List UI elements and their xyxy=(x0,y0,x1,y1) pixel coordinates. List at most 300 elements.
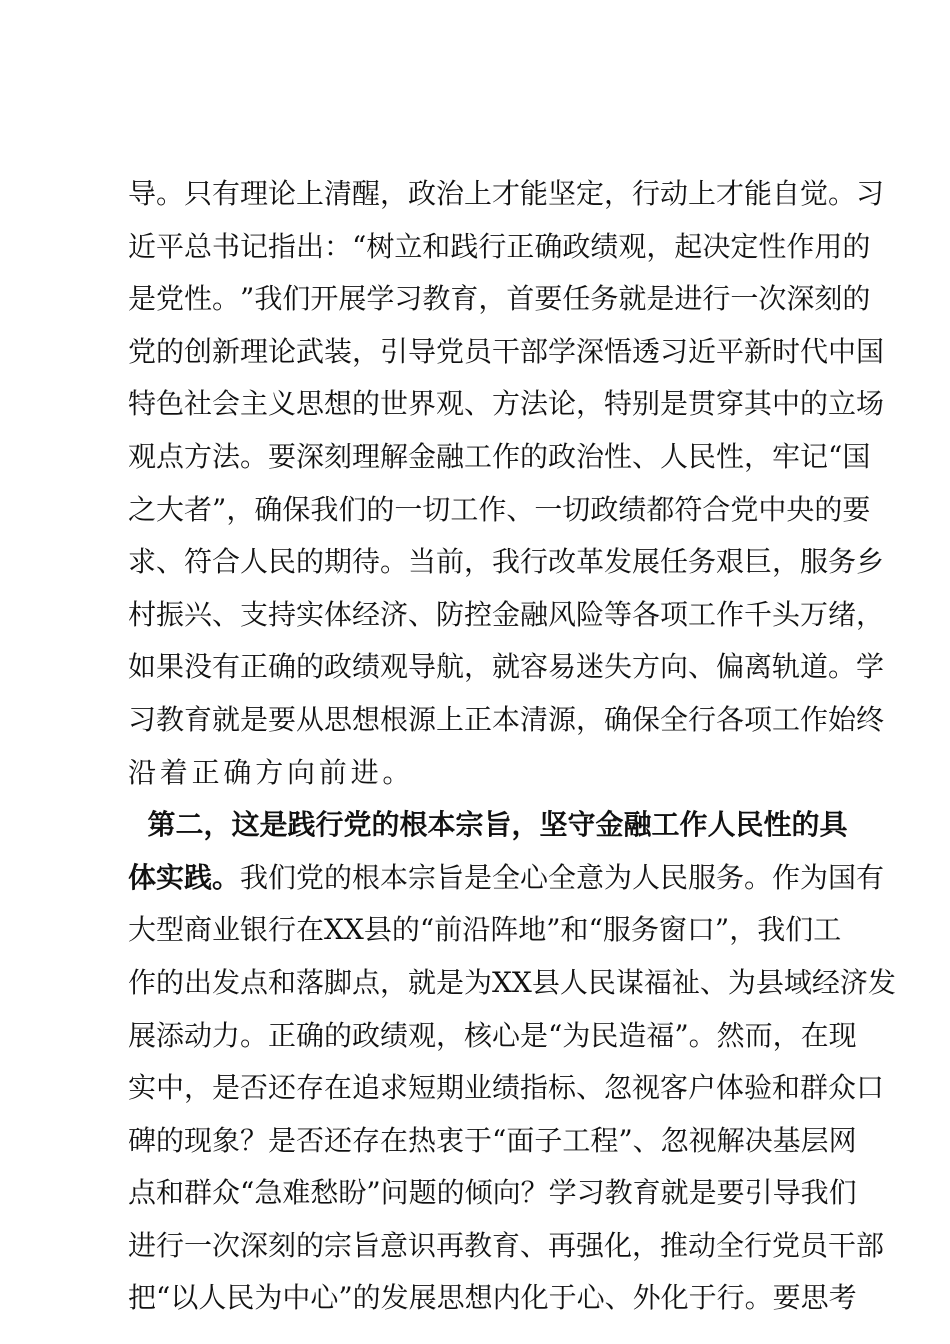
text-char: 上 xyxy=(436,702,465,736)
text-char: 我 xyxy=(800,1176,829,1210)
text-char: 引 xyxy=(744,1176,773,1210)
text-char: 学 xyxy=(366,282,395,316)
text-char xyxy=(138,799,148,852)
text-char: 一 xyxy=(534,492,563,526)
text-char: 第 xyxy=(147,808,176,842)
text-char: 符 xyxy=(184,545,213,579)
text-char: 意 xyxy=(380,1228,409,1262)
text-char: 和 xyxy=(422,229,451,263)
text-char: 学 xyxy=(548,1176,577,1210)
text-char: 巨 xyxy=(744,545,773,579)
text-char: 为 xyxy=(562,1018,591,1052)
text-char: 装 xyxy=(324,334,353,368)
text-char: 化 xyxy=(660,1281,689,1315)
text-char: 论 xyxy=(268,177,297,210)
text-char: 忽 xyxy=(604,1071,633,1105)
text-char: 的 xyxy=(352,387,381,421)
text-char: 一 xyxy=(184,1228,213,1262)
text-char: 确 xyxy=(296,1018,325,1052)
text-char: 决 xyxy=(744,1123,773,1157)
text-char: 切 xyxy=(562,492,591,526)
text-char: 等 xyxy=(604,597,633,631)
text-char: 、 xyxy=(688,650,717,684)
text-char: 强 xyxy=(576,1228,605,1262)
text-char: 我 xyxy=(254,282,283,316)
text-char: 内 xyxy=(492,1281,521,1315)
text-char: 平 xyxy=(716,334,745,368)
text-char: 碑 xyxy=(128,1123,157,1157)
text-char: 县 xyxy=(755,965,784,999)
text-char: ， xyxy=(511,808,540,842)
text-char: 们 xyxy=(338,492,367,526)
text-char: 保 xyxy=(632,702,661,736)
text-char: 忽 xyxy=(660,1123,689,1157)
text-char: 作 xyxy=(478,492,507,526)
text-char: 国 xyxy=(828,860,857,894)
text-char: 政 xyxy=(590,492,619,526)
text-char: 确 xyxy=(268,650,297,684)
text-char: 祉 xyxy=(671,965,700,999)
text-char: 义 xyxy=(268,387,297,421)
text-char: 就 xyxy=(660,1176,689,1210)
text-char: 在 xyxy=(324,1071,353,1105)
text-char: 众 xyxy=(828,1071,857,1105)
text-char: 发 xyxy=(212,965,241,999)
text-char: ， xyxy=(772,545,801,579)
text-char: 人 xyxy=(660,439,689,473)
text-char: 于 xyxy=(688,1281,717,1315)
text-char: 融 xyxy=(623,808,652,842)
text-char: 。 xyxy=(240,1018,269,1052)
text-char: 就 xyxy=(492,650,521,684)
text-char: 醒 xyxy=(352,177,381,210)
text-char: 发 xyxy=(604,545,633,579)
text-char: 行 xyxy=(716,1281,745,1315)
text-char: ， xyxy=(576,702,605,736)
text-char: 求 xyxy=(128,545,157,579)
text-char: 心 xyxy=(576,1281,605,1315)
text-char: 和 xyxy=(268,965,297,999)
text-char xyxy=(128,799,138,852)
text-char: 场 xyxy=(856,387,885,421)
text-char: 面 xyxy=(506,1123,535,1157)
text-char: 中 xyxy=(758,492,787,526)
text-char: 难 xyxy=(282,1176,311,1210)
text-line xyxy=(128,484,871,537)
text-char: 引 xyxy=(380,334,409,368)
text-char: 绪 xyxy=(828,597,857,631)
text-char: 育 xyxy=(632,1176,661,1210)
text-line xyxy=(128,378,885,431)
text-char: ， xyxy=(478,282,507,316)
text-char: 程 xyxy=(590,1123,619,1157)
text-char: 。 xyxy=(212,860,241,894)
text-char: ” xyxy=(366,1176,381,1210)
text-char: 否 xyxy=(240,1071,269,1105)
text-char: 落 xyxy=(296,965,325,999)
text-char: 离 xyxy=(744,650,773,684)
text-char: 进 xyxy=(674,282,703,316)
text-char: 牢 xyxy=(772,439,801,473)
text-char: 题 xyxy=(408,1176,437,1210)
text-char: 性 xyxy=(763,808,792,842)
text-char: 能 xyxy=(744,177,773,210)
text-char: 金 xyxy=(492,597,521,631)
text-char: 务 xyxy=(716,860,745,894)
text-char: 方 xyxy=(184,439,213,473)
text-char: 确 xyxy=(604,702,633,736)
text-char: 有 xyxy=(212,650,241,684)
text-char: 从 xyxy=(296,702,325,736)
text-char: 发 xyxy=(380,1281,409,1315)
text-char: 防 xyxy=(436,597,465,631)
text-line xyxy=(128,694,885,747)
text-char: 的 xyxy=(791,808,820,842)
text-char: 展 xyxy=(338,282,367,316)
text-char: 福 xyxy=(646,1018,675,1052)
text-char: 阵 xyxy=(490,913,519,947)
text-char: 习 xyxy=(394,282,423,316)
text-char: 解 xyxy=(380,439,409,473)
text-char: 深 xyxy=(786,282,815,316)
text-char: 千 xyxy=(744,597,773,631)
text-char: 本 xyxy=(492,702,521,736)
text-char: 还 xyxy=(324,1123,353,1157)
text-char: 党 xyxy=(296,860,325,894)
text-char: 行 xyxy=(688,702,717,736)
text-char: 动 xyxy=(688,1228,717,1262)
text-char: 实 xyxy=(296,597,325,631)
text-char: 民 xyxy=(226,1281,255,1315)
text-char: 动 xyxy=(660,177,689,210)
text-char: 起 xyxy=(674,229,703,263)
text-char: 没 xyxy=(184,650,213,684)
text-char: 的 xyxy=(156,965,185,999)
text-char: 易 xyxy=(548,650,577,684)
text-char: 行 xyxy=(702,282,731,316)
text-char: 金 xyxy=(408,439,437,473)
text-char: 作 xyxy=(716,597,745,631)
text-char: 树 xyxy=(366,229,395,263)
text-char: 中 xyxy=(772,387,801,421)
text-char: 为 xyxy=(800,860,829,894)
text-char: 次 xyxy=(758,282,787,316)
text-char: 行 xyxy=(632,177,661,210)
text-char: 衷 xyxy=(436,1123,465,1157)
text-char: 服 xyxy=(602,913,631,947)
text-char: 造 xyxy=(618,1018,647,1052)
text-char: 上 xyxy=(464,177,493,210)
text-char: 育 xyxy=(184,702,213,736)
text-char: 立 xyxy=(394,229,423,263)
text-char: 员 xyxy=(800,1228,829,1262)
text-char: 者 xyxy=(184,492,213,526)
text-char: 前 xyxy=(436,545,465,579)
text-char: 体 xyxy=(716,1071,745,1105)
text-char: 觉 xyxy=(800,177,829,210)
text-char: 民 xyxy=(688,439,717,473)
text-char: 开 xyxy=(310,282,339,316)
text-char: 体 xyxy=(324,597,353,631)
text-char: 、 xyxy=(632,439,661,473)
text-char: 能 xyxy=(520,177,549,210)
text-char: 深 xyxy=(576,334,605,368)
text-char: 正 xyxy=(191,755,220,789)
text-line xyxy=(128,326,885,379)
text-char: 主 xyxy=(240,387,269,421)
text-char: 政 xyxy=(548,439,577,473)
text-char: 上 xyxy=(688,177,717,210)
text-char: ” xyxy=(546,913,561,947)
text-char: 向 xyxy=(660,650,689,684)
text-char: ” xyxy=(240,282,255,316)
text-char: 化 xyxy=(604,1228,633,1262)
text-char: 型 xyxy=(156,913,185,947)
text-char: 正 xyxy=(268,1018,297,1052)
text-char: 刻 xyxy=(268,1228,297,1262)
text-char: 任 xyxy=(660,545,689,579)
text-char: 党 xyxy=(343,808,372,842)
text-char: 观 xyxy=(408,1018,437,1052)
text-char: 的 xyxy=(371,808,400,842)
text-char: 再 xyxy=(436,1228,465,1262)
text-char: 而 xyxy=(744,1018,773,1052)
text-char: 短 xyxy=(408,1071,437,1105)
text-char: 经 xyxy=(352,597,381,631)
text-char: 把 xyxy=(128,1281,157,1315)
text-char: 、 xyxy=(632,1123,661,1157)
text-char: 进 xyxy=(128,1228,157,1262)
text-char: 贯 xyxy=(688,387,717,421)
text-char: 政 xyxy=(408,177,437,210)
text-char: 我 xyxy=(757,913,786,947)
text-char: 特 xyxy=(128,387,157,421)
text-char: ， xyxy=(856,597,885,631)
text-char: 工 xyxy=(688,597,717,631)
text-char: 众 xyxy=(212,1176,241,1210)
text-char: 银 xyxy=(240,913,269,947)
text-char: 导 xyxy=(128,177,157,210)
text-char: 民 xyxy=(735,808,764,842)
text-char: 作 xyxy=(128,965,157,999)
text-char: 人 xyxy=(632,860,661,894)
text-char: 。 xyxy=(380,545,409,579)
text-char: ” xyxy=(338,1281,353,1315)
text-char: 各 xyxy=(632,597,661,631)
text-char: 性 xyxy=(604,439,633,473)
text-char: ， xyxy=(464,650,493,684)
text-char: 思 xyxy=(296,387,325,421)
text-char: 和 xyxy=(772,1071,801,1105)
text-char: 确 xyxy=(254,492,283,526)
text-char: 窗 xyxy=(658,913,687,947)
text-char: 干 xyxy=(828,1228,857,1262)
text-char: 务 xyxy=(590,282,619,316)
text-char: 绩 xyxy=(590,229,619,263)
text-char: 展 xyxy=(632,545,661,579)
text-char: 性 xyxy=(716,439,745,473)
text-char: ， xyxy=(744,439,773,473)
text-char: 金 xyxy=(595,808,624,842)
text-char: 清 xyxy=(324,177,353,210)
text-char: 视 xyxy=(688,1123,717,1157)
text-char: 想 xyxy=(352,702,381,736)
text-char: 县 xyxy=(363,913,392,947)
text-char: “ xyxy=(828,439,843,473)
text-char: 行 xyxy=(156,1228,185,1262)
text-char: 户 xyxy=(688,1071,717,1105)
text-char: 、 xyxy=(408,597,437,631)
text-char: 济 xyxy=(839,965,868,999)
text-char: 治 xyxy=(436,177,465,210)
text-char: ” xyxy=(618,1123,633,1157)
text-char: 、 xyxy=(699,965,728,999)
text-char: 航 xyxy=(436,650,465,684)
text-char: 全 xyxy=(548,860,577,894)
text-char: 工 xyxy=(562,1123,591,1157)
text-char: 教 xyxy=(156,702,185,736)
text-char: 记 xyxy=(240,229,269,263)
text-char: 治 xyxy=(576,439,605,473)
text-char: 网 xyxy=(828,1123,857,1157)
text-line xyxy=(128,273,871,326)
text-char: “ xyxy=(240,1176,255,1210)
text-char: 我 xyxy=(492,545,521,579)
text-char: 和 xyxy=(560,913,589,947)
text-char: 于 xyxy=(548,1281,577,1315)
text-char: 正 xyxy=(464,702,493,736)
text-char: 于 xyxy=(464,1123,493,1157)
text-char: 作 xyxy=(786,229,815,263)
text-char: 出 xyxy=(296,229,325,263)
text-char: 的 xyxy=(156,1123,185,1157)
text-char: 时 xyxy=(772,334,801,368)
text-char: 是 xyxy=(436,965,465,999)
text-char: 是 xyxy=(212,1071,241,1105)
text-char: ？ xyxy=(520,1176,549,1210)
text-char: 始 xyxy=(828,702,857,736)
text-char: 教 xyxy=(464,1228,493,1262)
text-char: 是 xyxy=(259,808,288,842)
text-char: 理 xyxy=(240,177,269,210)
text-char: 层 xyxy=(800,1123,829,1157)
text-char: 用 xyxy=(814,229,843,263)
text-line xyxy=(128,1062,885,1115)
text-char: 性 xyxy=(758,229,787,263)
text-char: 还 xyxy=(268,1071,297,1105)
text-char: ， xyxy=(604,177,633,210)
text-char: 人 xyxy=(198,1281,227,1315)
text-char: 。 xyxy=(688,1018,717,1052)
text-line xyxy=(128,1220,885,1273)
text-char: “ xyxy=(419,913,435,947)
text-char: 界 xyxy=(408,387,437,421)
text-char: 域 xyxy=(783,965,812,999)
text-char: 客 xyxy=(660,1071,689,1105)
text-char: 清 xyxy=(520,702,549,736)
text-char: 观 xyxy=(380,650,409,684)
text-char: 要 xyxy=(772,1281,801,1315)
text-char: 追 xyxy=(352,1071,381,1105)
text-char: 倾 xyxy=(464,1176,493,1210)
text-char: 济 xyxy=(380,597,409,631)
text-char: 。 xyxy=(744,1281,773,1315)
text-char: 的 xyxy=(324,860,353,894)
text-char: ， xyxy=(729,913,758,947)
text-char: 保 xyxy=(282,492,311,526)
text-char: 思 xyxy=(800,1281,829,1315)
text-char: 近 xyxy=(688,334,717,368)
text-char: 正 xyxy=(240,650,269,684)
text-char: 次 xyxy=(212,1228,241,1262)
text-line xyxy=(128,589,885,642)
text-char: 力 xyxy=(212,1018,241,1052)
text-char: 展 xyxy=(408,1281,437,1315)
text-char: 意 xyxy=(576,860,605,894)
text-char: 是 xyxy=(268,1123,297,1157)
text-char: 在 xyxy=(800,1018,829,1052)
text-char: 党 xyxy=(772,1228,801,1262)
text-char: 存 xyxy=(352,1123,381,1157)
text-char: 守 xyxy=(567,808,596,842)
text-char: 向 xyxy=(286,755,315,789)
text-char: 具 xyxy=(819,808,848,842)
text-char: 二 xyxy=(175,808,204,842)
text-char: 服 xyxy=(800,545,829,579)
text-char: 的 xyxy=(296,545,325,579)
text-char: 的 xyxy=(324,1018,353,1052)
text-char: 有 xyxy=(212,177,241,210)
text-char: 绩 xyxy=(352,650,381,684)
text-char: 自 xyxy=(772,177,801,210)
text-char: 源 xyxy=(548,702,577,736)
text-char: 地 xyxy=(518,913,547,947)
text-char: 世 xyxy=(380,387,409,421)
text-char: 化 xyxy=(520,1281,549,1315)
text-char: 在 xyxy=(380,1123,409,1157)
text-char: 特 xyxy=(604,387,633,421)
text-char: 大 xyxy=(128,913,157,947)
text-char: 添 xyxy=(156,1018,185,1052)
text-char: 民 xyxy=(587,965,616,999)
text-char: 口 xyxy=(686,913,715,947)
text-char: “ xyxy=(548,1018,563,1052)
text-char: 切 xyxy=(422,492,451,526)
text-char: 之 xyxy=(128,492,157,526)
text-char: 合 xyxy=(702,492,731,526)
text-char: 党 xyxy=(436,334,465,368)
text-char: 论 xyxy=(548,387,577,421)
text-char: 当 xyxy=(408,545,437,579)
text-char: 工 xyxy=(464,439,493,473)
text-char: 们 xyxy=(268,860,297,894)
text-char: 改 xyxy=(548,545,577,579)
text-char: 政 xyxy=(352,1018,381,1052)
text-char: 学 xyxy=(548,334,577,368)
text-char: 、 xyxy=(464,387,493,421)
text-char: 工 xyxy=(651,808,680,842)
text-char: 是 xyxy=(646,282,675,316)
text-char: 是 xyxy=(128,282,157,316)
text-char: 学 xyxy=(856,650,885,684)
text-char: 的 xyxy=(366,492,395,526)
text-char: 核 xyxy=(464,1018,493,1052)
text-char: 点 xyxy=(128,1176,157,1210)
text-char: 心 xyxy=(520,860,549,894)
text-char: 代 xyxy=(800,334,829,368)
text-line xyxy=(128,747,832,800)
text-char: 为 xyxy=(464,965,493,999)
